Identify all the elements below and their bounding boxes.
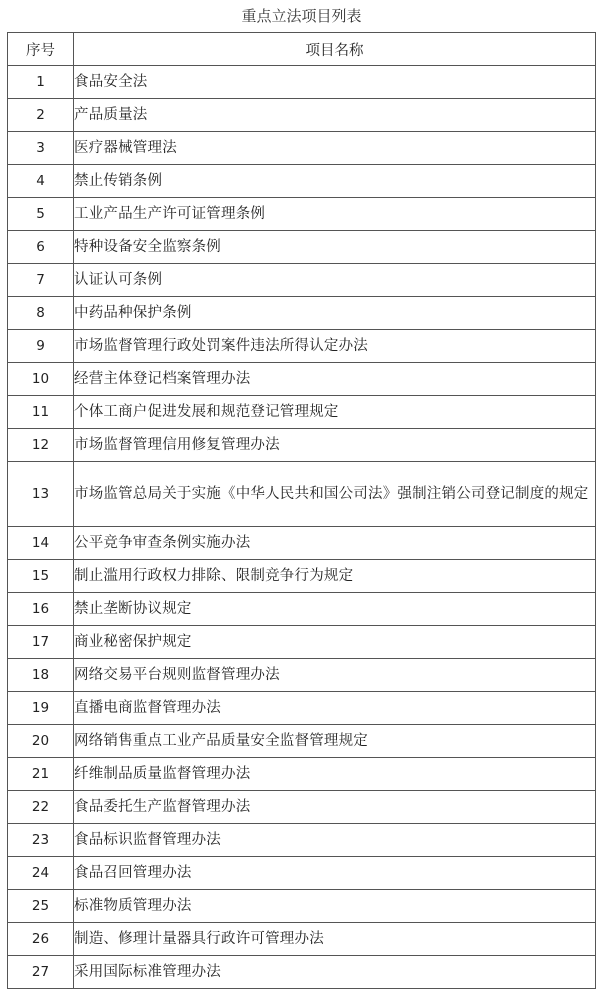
row-index: 4 — [8, 165, 74, 198]
table-row — [8, 824, 596, 857]
row-project-name: 采用国际标准管理办法 — [74, 956, 596, 989]
row-project-name: 产品质量法 — [74, 99, 596, 132]
table-row — [8, 857, 596, 890]
table-row — [8, 198, 596, 231]
row-project-name: 直播电商监督管理办法 — [74, 692, 596, 725]
row-project-name: 中药品种保护条例 — [74, 297, 596, 330]
row-project-name: 食品标识监督管理办法 — [74, 824, 596, 857]
row-index: 22 — [8, 791, 74, 824]
page-title: 重点立法项目列表 — [241, 7, 362, 25]
table-row — [8, 132, 596, 165]
row-index: 10 — [8, 363, 74, 396]
table-row — [8, 231, 596, 264]
row-index: 2 — [8, 99, 74, 132]
row-index: 25 — [8, 890, 74, 923]
row-project-name: 经营主体登记档案管理办法 — [74, 363, 596, 396]
table-row — [8, 758, 596, 791]
table-row — [8, 725, 596, 758]
legislation-table — [7, 32, 596, 989]
row-index: 1 — [8, 66, 74, 99]
row-index: 26 — [8, 923, 74, 956]
row-index: 8 — [8, 297, 74, 330]
header-index: 序号 — [8, 33, 74, 66]
row-index: 21 — [8, 758, 74, 791]
row-index: 16 — [8, 593, 74, 626]
row-project-name: 工业产品生产许可证管理条例 — [74, 198, 596, 231]
row-project-name: 公平竞争审查条例实施办法 — [74, 527, 596, 560]
row-project-name: 标准物质管理办法 — [74, 890, 596, 923]
table-row — [8, 396, 596, 429]
table-row — [8, 692, 596, 725]
row-index: 14 — [8, 527, 74, 560]
row-project-name: 商业秘密保护规定 — [74, 626, 596, 659]
row-index: 23 — [8, 824, 74, 857]
row-index: 18 — [8, 659, 74, 692]
row-project-name: 纤维制品质量监督管理办法 — [74, 758, 596, 791]
row-project-name: 食品召回管理办法 — [74, 857, 596, 890]
table-row — [8, 264, 596, 297]
row-project-name: 食品安全法 — [74, 66, 596, 99]
row-project-name: 制造、修理计量器具行政许可管理办法 — [74, 923, 596, 956]
table-row — [8, 560, 596, 593]
table-header-row — [8, 33, 596, 66]
row-index: 24 — [8, 857, 74, 890]
row-project-name: 网络销售重点工业产品质量安全监督管理规定 — [74, 725, 596, 758]
row-project-name: 市场监管总局关于实施《中华人民共和国公司法》强制注销公司登记制度的规定 — [74, 462, 596, 527]
row-index: 15 — [8, 560, 74, 593]
table-row — [8, 956, 596, 989]
table-row — [8, 923, 596, 956]
row-project-name: 医疗器械管理法 — [74, 132, 596, 165]
row-index: 12 — [8, 429, 74, 462]
row-index: 5 — [8, 198, 74, 231]
row-index: 13 — [8, 462, 74, 527]
table-row — [8, 429, 596, 462]
row-project-name: 个体工商户促进发展和规范登记管理规定 — [74, 396, 596, 429]
header-project-name: 项目名称 — [74, 33, 596, 66]
row-index: 20 — [8, 725, 74, 758]
row-project-name: 认证认可条例 — [74, 264, 596, 297]
row-index: 27 — [8, 956, 74, 989]
table-row — [8, 462, 596, 527]
row-project-name: 禁止垄断协议规定 — [74, 593, 596, 626]
row-index: 19 — [8, 692, 74, 725]
row-project-name: 特种设备安全监察条例 — [74, 231, 596, 264]
row-project-name: 网络交易平台规则监督管理办法 — [74, 659, 596, 692]
table-row — [8, 626, 596, 659]
row-project-name: 禁止传销条例 — [74, 165, 596, 198]
table-row — [8, 593, 596, 626]
table-row — [8, 99, 596, 132]
row-project-name: 食品委托生产监督管理办法 — [74, 791, 596, 824]
table-row — [8, 363, 596, 396]
row-index: 3 — [8, 132, 74, 165]
table-row — [8, 66, 596, 99]
table-row — [8, 330, 596, 363]
table-row — [8, 527, 596, 560]
row-index: 9 — [8, 330, 74, 363]
row-index: 7 — [8, 264, 74, 297]
table-row — [8, 165, 596, 198]
table-row — [8, 297, 596, 330]
row-index: 11 — [8, 396, 74, 429]
table-row — [8, 791, 596, 824]
row-index: 6 — [8, 231, 74, 264]
row-project-name: 市场监督管理行政处罚案件违法所得认定办法 — [74, 330, 596, 363]
table-row — [8, 890, 596, 923]
row-project-name: 市场监督管理信用修复管理办法 — [74, 429, 596, 462]
row-index: 17 — [8, 626, 74, 659]
row-project-name: 制止滥用行政权力排除、限制竞争行为规定 — [74, 560, 596, 593]
table-row — [8, 659, 596, 692]
